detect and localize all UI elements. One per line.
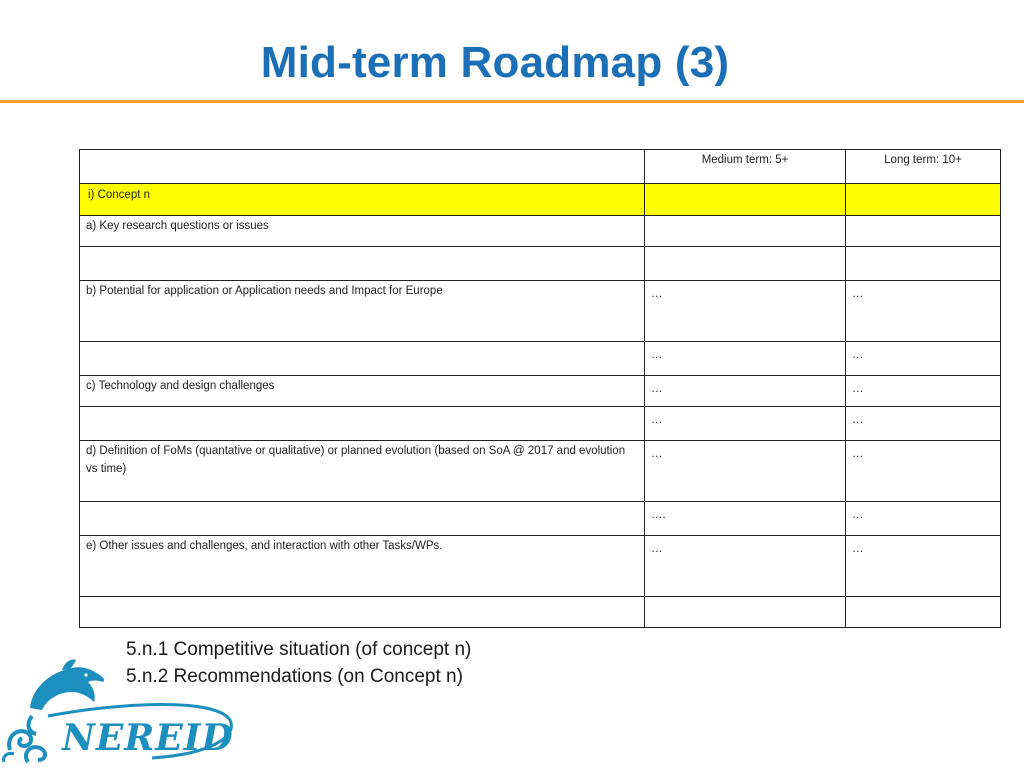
row-medium-cell: … [645, 376, 846, 407]
row-long-cell: … [846, 281, 1001, 342]
row-medium-cell: … [645, 342, 846, 376]
row-long-cell: … [846, 502, 1001, 536]
row-long-cell [846, 597, 1001, 628]
row-label [80, 502, 645, 536]
row-medium-cell [645, 597, 846, 628]
row-medium-cell [645, 216, 846, 247]
table-row [80, 247, 1001, 281]
table-row-concept [80, 184, 1001, 216]
header-medium-term: Medium term: 5+ [645, 150, 846, 184]
subsection-recommendations: 5.n.2 Recommendations (on Concept n) [126, 666, 463, 687]
table-row [80, 536, 1001, 597]
row-medium-cell: … [645, 407, 846, 441]
table-row [80, 407, 1001, 441]
table-row [80, 597, 1001, 628]
row-long-cell: … [846, 441, 1001, 502]
row-label: e) Other issues and challenges, and interaction with other Tasks/WPs. [80, 536, 645, 597]
logo-wordmark: NEREID [62, 717, 234, 759]
row-medium-cell [645, 247, 846, 281]
header-long-term: Long term: 10+ [846, 150, 1001, 184]
row-label: a) Key research questions or issues [80, 216, 645, 247]
row-medium-cell: … [645, 536, 846, 597]
row-medium-cell: … [645, 441, 846, 502]
slide-title: Mid-term Roadmap (3) [260, 38, 730, 87]
table-row [80, 376, 1001, 407]
row-medium-cell: …. [645, 502, 846, 536]
table-row [80, 216, 1001, 247]
row-long-cell [846, 184, 1001, 216]
row-label: b) Potential for application or Application needs and Impact for Europe [80, 281, 645, 342]
nereid-logo [2, 658, 238, 766]
row-label: i) Concept n [80, 184, 645, 216]
row-label: c) Technology and design challenges [80, 376, 645, 407]
row-long-cell: … [846, 536, 1001, 597]
dolphin-wave-logo-icon [2, 658, 238, 766]
row-long-cell [846, 216, 1001, 247]
row-label: d) Definition of FoMs (quantative or qualitative) or planned evolution (based on SoA @ 2017 and evolution vs time) [80, 441, 645, 502]
table-header-row [80, 150, 1001, 184]
row-label [80, 597, 645, 628]
table-row [80, 342, 1001, 376]
title-divider [0, 100, 1024, 103]
roadmap-table [79, 149, 1001, 628]
row-long-cell: … [846, 376, 1001, 407]
table-row [80, 281, 1001, 342]
table-row [80, 441, 1001, 502]
row-medium-cell [645, 184, 846, 216]
row-label [80, 247, 645, 281]
row-medium-cell: … [645, 281, 846, 342]
row-label [80, 342, 645, 376]
row-long-cell: … [846, 342, 1001, 376]
row-long-cell [846, 247, 1001, 281]
row-long-cell: … [846, 407, 1001, 441]
table-row [80, 502, 1001, 536]
row-label [80, 407, 645, 441]
header-cell-empty [80, 150, 645, 184]
subsection-competitive: 5.n.1 Competitive situation (of concept n) [126, 639, 472, 660]
